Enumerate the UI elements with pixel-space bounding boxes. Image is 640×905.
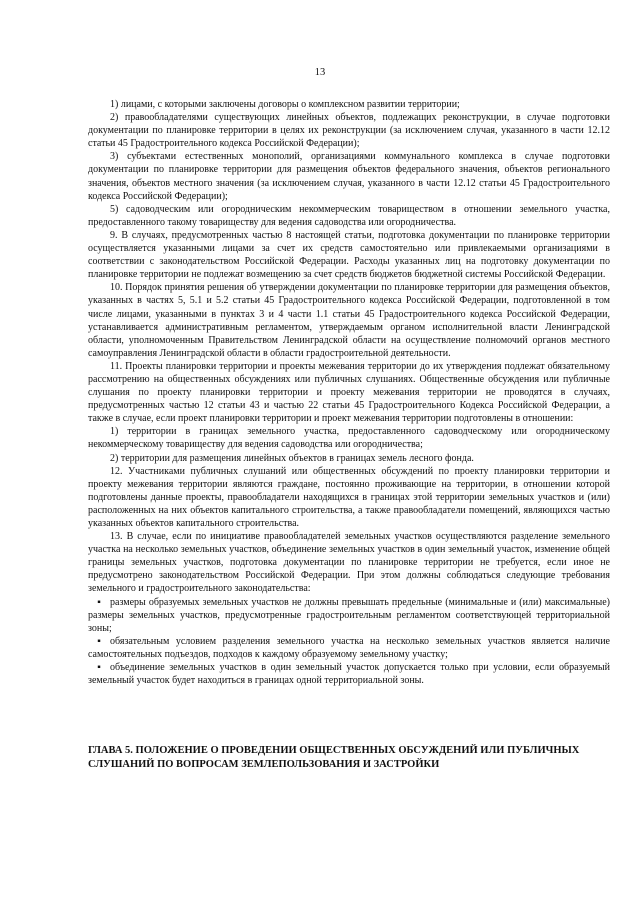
paragraph: 1) территории в границах земельного участка, предоставленного садоводческому или огородническому некоммерческому товариществу для ведения садоводства или огородничества; [88, 426, 610, 451]
paragraph: 2) правообладателями существующих линейных объектов, подлежащих реконструкции, в случае подготовки документации по планировке территории в целях их реконструкции (за исключением случая, указанного в части 12.12 статьи 45 Градостроительного кодекса Российской Федерации); [88, 112, 610, 150]
paragraph: 10. Порядок принятия решения об утверждении документации по планировке территории для размещения объектов, указанных в частях 5, 5.1 и 5.2 статьи 45 Градостроительного кодекса Российской Федерации, подготовленной в том числе лицами, указанными в пунктах 3 и 4 части 1.1 статьи 45 Градостроительного кодекса Российской Федерации, устанавливается административным регламентом, утверждаемым органом исполнительной власти Ленинградской области, уполномоченным Правительством Ленинградской области на осуществление полномочий органов местного самоуправления Ленинградской области в области градостроительной деятельности. [88, 282, 610, 359]
paragraph: 5) садоводческим или огородническим некоммерческим товариществом в отношении земельного участка, предоставленного такому товариществу для ведения садоводства или огородничества. [88, 203, 610, 228]
paragraph: 2) территории для размещения линейных объектов в границах земель лесного фонда. [110, 452, 474, 464]
chapter-heading: ГЛАВА 5. ПОЛОЖЕНИЕ О ПРОВЕДЕНИИ ОБЩЕСТВЕННЫХ ОБСУЖДЕНИЙ ИЛИ ПУБЛИЧНЫХ СЛУШАНИЙ ПО ВОПРОСАМ ЗЕМЛЕПОЛЬЗОВАНИЯ И ЗАСТРОЙКИ [88, 745, 580, 770]
bullet-text: обязательным условием разделения земельного участка на несколько земельных участков является наличие самостоятельных подъездов, подходов к каждому образуемому земельному участку; [88, 635, 610, 660]
bullet-item [88, 661, 610, 687]
bullet-item [88, 635, 610, 661]
bullet-marker: ▪ [97, 635, 101, 647]
bullet-marker: ▪ [97, 596, 101, 608]
paragraph: 11. Проекты планировки территории и проекты межевания территории до их утверждения подлежат обязательному рассмотрению на общественных обсуждениях или публичных слушаниях. Общественные обсуждения или публичные слушания по проекту планировки территории и проекту межевания территории не проводятся в случаях, предусмотренных частью 12 статьи 43 и частью 22 статьи 45 Градостроительного Кодекса Российской Федерации, а также в случае, если проект планировки территории и проект межевания территории подготовлены в отношении: [88, 360, 610, 425]
paragraph: 13. В случае, если по инициативе правообладателей земельных участков осуществляются разделение земельного участка на несколько земельных участков, объединение земельных участков в один земельный участок, изменение общей границы земельных участков, подготовка документации по планировке территории не требуется, если иное не предусмотрено законодательством Российской Федерации. При этом должны соблюдаться следующие требования земельного и градостроительного законодательства: [88, 531, 610, 595]
paragraph: 12. Участниками публичных слушаний или общественных обсуждений по проекту планировки территории и проекту межевания территории являются граждане, постоянно проживающие на территории, в отношении которой подготовлены данные проекты, правообладатели находящихся в границах этой территории земельных участков и (или) расположенных на них объектов капитального строительства, а также правообладатели помещений, являющихся частью указанных объектов капитального строительства. [88, 465, 610, 529]
bullet-text: объединение земельных участков в один земельный участок допускается только при условии, если образуемый земельный участок будет находиться в границах одной территориальной зоны. [88, 662, 610, 687]
bullet-marker: ▪ [97, 662, 101, 674]
paragraph: 1) лицами, с которыми заключены договоры о комплексном развитии территории; [110, 99, 460, 110]
bullet-text: размеры образуемых земельных участков не должны превышать предельные (минимальные и (или) максимальные) размеры земельных участков, предусмотренные градостроительным регламентом соответствующей территориальной зоны; [88, 596, 610, 634]
paragraph: 3) субъектами естественных монополий, организациями коммунального комплекса в случае подготовки документации по планировке территории для размещения объектов федерального значения, объектов регионального значения, объектов местного значения (за исключением случая, указанного в части 12.12 статьи 45 Градостроительного кодекса Российской Федерации); [88, 151, 610, 202]
body-text [88, 98, 610, 687]
paragraph: 9. В случаях, предусмотренных частью 8 настоящей статьи, подготовка документации по планировке территории осуществляется указанными лицами за счет их средств самостоятельно или привлекаемыми организациями в соответствии с законодательством Российской Федерации. Расходы указанных лиц на подготовку документации по планировке территории не подлежат возмещению за счет средств бюджетов бюджетной системы Российской Федерации. [88, 229, 610, 281]
bullet-item [88, 596, 610, 635]
page-number: 13 [314, 67, 326, 78]
